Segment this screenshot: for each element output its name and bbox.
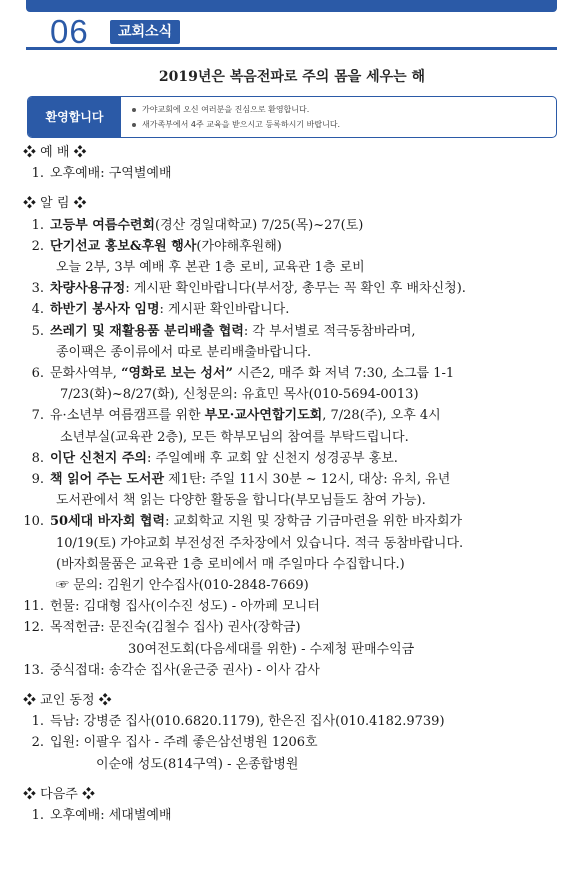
list-item: 5. 쓰레기 및 재활용품 분리배출 협력: 각 부서별로 적극동참바라며, [31,323,416,339]
list-item-continuation: 7/23(화)~8/27(화), 신청문의: 유효민 목사(010-5694-0013) [60,387,419,403]
list-item-continuation: 오늘 2부, 3부 예배 후 본관 1층 로비, 교육관 1층 로비 [56,260,365,276]
list-item: 10. 50세대 바자회 협력: 교회학교 지원 및 장학금 기금마련을 위한 바자회가 [23,514,463,530]
list-item: 1. 오후예배: 세대별예배 [31,808,172,824]
bullet-icon [132,108,136,112]
list-item: 9. 책 읽어 주는 도서관 제1탄: 주일 11시 30분 ~ 12시, 대상: 유치, 유년 [31,472,451,488]
list-item: 11. 헌물: 김대형 집사(이수진 성도) - 아까페 모니터 [23,599,320,615]
notice-section-title: ❖ 알 림 ❖ [23,196,87,212]
list-item: 6. 문화사역부, “영화로 보는 성서” 시즌2, 매주 화 저녁 7:30, 소그룹 1-1 [31,366,455,382]
list-item-continuation: 도서관에서 책 읽는 다양한 활동을 합니다(부모님들도 참여 가능). [56,493,426,509]
list-item: 2. 단기선교 홍보&후원 행사(가야해후원해) [31,238,282,254]
section-label: 교회소식 [110,20,180,44]
list-item: 3. 차량사용규정: 게시판 확인바랍니다(부서장, 총무는 꼭 확인 후 배차신청). [31,281,466,297]
welcome-box [27,96,557,138]
list-item: 7. 유·소년부 여름캠프를 위한 부모·교사연합기도회, 7/28(주), 오후 4시 [31,408,441,424]
welcome-tag: 환영합니다 [28,97,121,137]
list-item-continuation: 10/19(토) 가야교회 부전성전 주차장에서 있습니다. 적극 동참바랍니다. [56,535,464,551]
section-number: 06 [50,13,89,50]
list-item-continuation: 30여전도회(다음세대를 위한) - 수제청 판매수익금 [128,641,415,657]
list-item-continuation: 종이팩은 종이류에서 따로 분리배출바랍니다. [56,344,312,360]
bullet-icon [132,123,136,127]
nextweek-section-title: ❖ 다음주 ❖ [23,786,95,802]
list-item: 12. 목적헌금: 문진숙(김철수 집사) 권사(장학금) [23,620,301,636]
welcome-line: 가야교회에 오신 여러분을 진심으로 환영합니다. [132,102,340,117]
list-item: 1. 득남: 강병준 집사(010.6820.1179), 한은진 집사(010.4182.9739) [31,714,445,730]
list-item: 2. 입원: 이팔우 집사 - 주례 좋은삼선병원 1206호 [31,735,318,751]
welcome-line: 새가족부에서 4주 교육을 받으시고 등록하시기 바랍니다. [132,117,340,132]
list-item: 4. 하반기 봉사자 임명: 게시판 확인바랍니다. [31,302,290,318]
list-item-continuation: ☞ 문의: 김원기 안수집사(010-2848-7669) [56,578,309,594]
list-item: 8. 이단 신천지 주의: 주일예배 후 교회 앞 신천지 성경공부 홍보. [31,450,398,466]
list-item-continuation: 소년부실(교육관 2층), 모든 학부모님의 참여를 부탁드립니다. [60,429,409,445]
list-item: 1. 오후예배: 구역별예배 [31,166,172,182]
list-item-continuation: (바자회물품은 교육관 1층 로비에서 매 주일마다 수집합니다.) [56,556,405,572]
list-item: 13. 중식접대: 송각순 집사(윤근중 권사) - 이사 감사 [23,662,320,678]
yearly-motto: 2019년은 복음전파로 주의 몸을 세우는 해 [158,69,426,85]
welcome-lines [132,102,340,132]
list-item: 1. 고등부 여름수련회(경산 경일대학교) 7/25(목)~27(토) [31,217,364,233]
list-item-continuation: 이순애 성도(814구역) - 온종합병원 [96,756,299,772]
section-header [26,6,557,50]
worship-section-title: ❖ 예 배 ❖ [23,145,87,160]
bulletin-content [0,142,584,826]
members-section-title: ❖ 교인 동정 ❖ [23,693,112,709]
